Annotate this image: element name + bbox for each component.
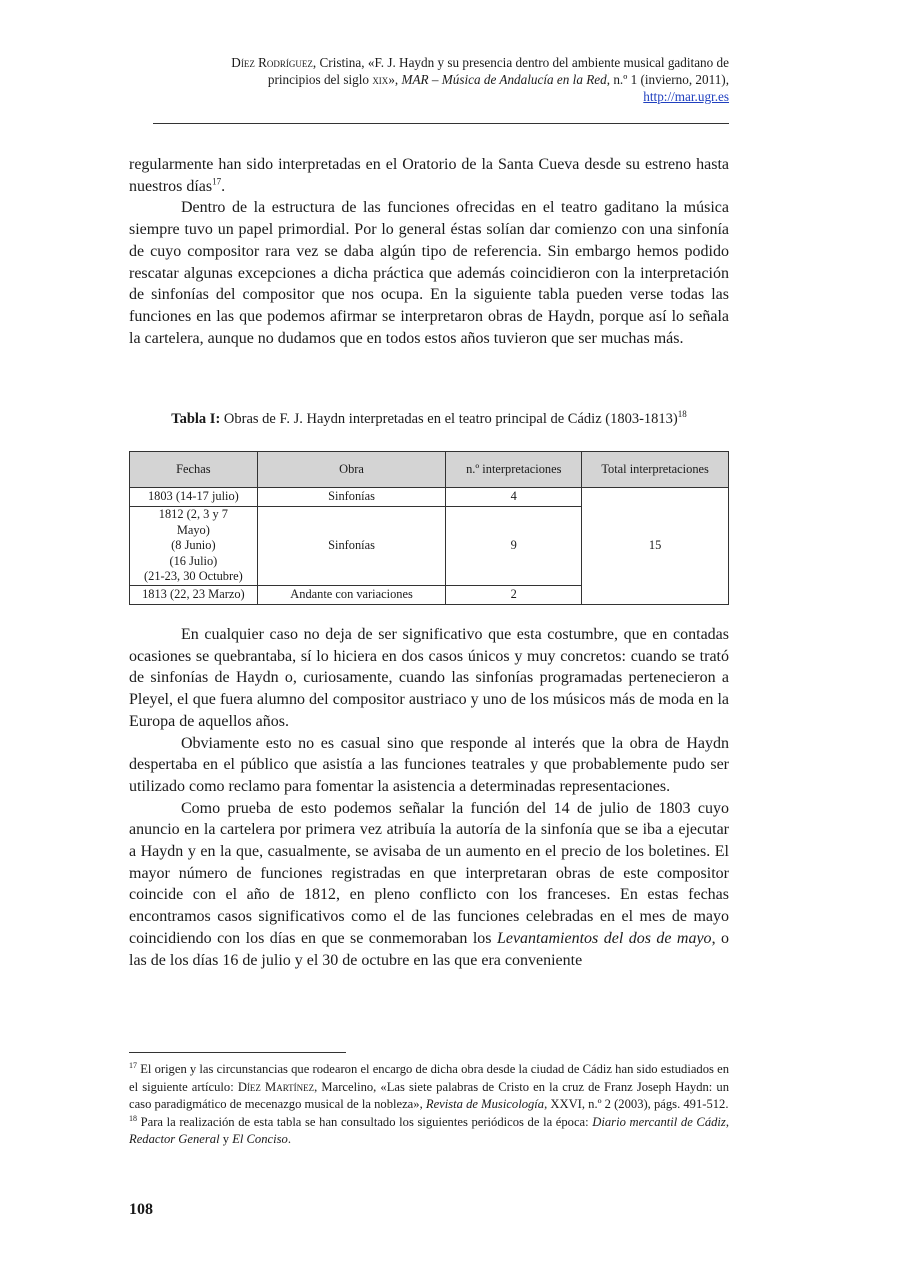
footnote-text: ,	[725, 1114, 729, 1129]
cell-n: 4	[446, 488, 582, 507]
header-line-2	[129, 71, 729, 88]
footnote-periodical: Diario mercantil de Cádiz	[592, 1114, 726, 1129]
footnote-text: .	[287, 1132, 291, 1146]
table-caption	[129, 411, 729, 428]
paragraph-5	[129, 798, 729, 972]
date-line: (8 Junio)	[171, 538, 216, 552]
cell-fechas: 1803 (14-17 julio)	[130, 488, 258, 507]
cell-n: 9	[446, 507, 582, 586]
body-text-top	[129, 154, 729, 349]
footnote-periodical: Redactor General	[129, 1132, 220, 1146]
cell-obra: Sinfonías	[257, 507, 446, 586]
paragraph-1	[129, 154, 729, 197]
header-text: principios del siglo	[267, 72, 373, 87]
footnotes	[129, 1061, 729, 1149]
cell-total: 15	[582, 488, 729, 605]
header-line-3	[129, 88, 729, 105]
footnote-ref-18[interactable]: 18	[677, 409, 687, 420]
footnote-text: y	[219, 1132, 233, 1146]
table-row	[130, 488, 729, 507]
header-author-rest: , Cristina, «F. J. Haydn y su presencia dentro del ambiente musical gaditano de	[312, 55, 729, 70]
cell-obra: Andante con variaciones	[257, 585, 446, 604]
paragraph-2: Dentro de la estructura de las funciones ofrecidas en el teatro gaditano la música siempre tuvo un papel primordial. Por lo general éstas solían dar comienzo con una sinfonía de cuyo compositor rara vez se daba algún tipo de referencia. Sin embargo hemos podido rescatar algunas excepciones a dicha práctica que además coincidieron con la interpretación de sinfonías del compositor que nos ocupa. En la siguiente tabla pueden verse todas las funciones en las que podemos afirmar se interpretaron obras de Haydn, porque así lo señala la cartelera, aunque no dudamos que en todos estos años tuvieron que ser muchas más.	[129, 199, 729, 347]
running-header	[129, 54, 729, 105]
date-line: Mayo)	[176, 522, 210, 537]
footnote-17	[129, 1061, 729, 1114]
cell-obra: Sinfonías	[257, 488, 446, 507]
footnote-number: 18	[129, 1113, 137, 1123]
paragraph-3: En cualquier caso no deja de ser significativo que esta costumbre, que en contadas ocasiones se quebrantaba, sí lo hiciera en dos casos únicos y muy concretos: cuando se trató de sinfonías de Haydn o, curiosamente, cuando las sinfonías programadas pertenecieron a Pleyel, el que fuera alumno del compositor austriaco y uno de los músicos más de moda en la Europa de aquellos años.	[129, 626, 729, 730]
header-author-surname: Díez Rodríguez	[231, 55, 313, 70]
paragraph-text: .	[221, 177, 226, 195]
header-text: »,	[388, 72, 402, 87]
paragraph-text: Como prueba de esto podemos señalar la función del 14 de julio de 1803 cuyo anuncio en la cartelera por primera vez atribuía la autoría de la sinfonía que se iba a ejecutar a Haydn y en la que, casualmente, se avisaba de un aumento en el precio de los boletines. El mayor número de funciones registradas en que interpretaran obras de este compositor coincide con el año de 1812, en pleno conflicto con los franceses. En estas fechas encontramos casos significativos como el de las funciones celebradas en el mes de mayo coincidiendo con los días en que se conmemoraban los	[129, 799, 729, 947]
date-line: (21-23, 30 Octubre)	[144, 569, 243, 583]
footnote-periodical: El Conciso	[232, 1132, 288, 1146]
paragraph-4: Obviamente esto no es casual sino que responde al interés que la obra de Haydn despertaba en el público que asistía a las funciones teatrales y que probablemente pudo ser utilizado como reclamo para fomentar la asistencia a determinadas representaciones.	[129, 734, 729, 795]
footnote-18	[129, 1114, 729, 1149]
footnote-ref-17[interactable]: 17	[212, 176, 222, 187]
footnote-journal: Revista de Musicología	[425, 1097, 545, 1111]
footnote-number: 17	[129, 1060, 137, 1070]
col-header-obra: Obra	[257, 452, 446, 488]
col-header-total: Total interpretaciones	[582, 452, 729, 488]
footnote-text: Para la realización de esta tabla se han consultado los siguientes periódicos de la época:	[137, 1114, 593, 1129]
header-line-1	[129, 54, 729, 71]
page-number: 108	[129, 1201, 153, 1218]
cell-n: 2	[446, 585, 582, 604]
header-issue: , n.º 1 (invierno, 2011),	[606, 72, 729, 87]
footnote-text: , Marcelino, «Las siete palabras de Cristo en la cruz de Franz Joseph Haydn: un caso paradigmático de mecenazgo musical de la nobleza»,	[129, 1079, 729, 1111]
footnote-text: El origen y las circunstancias que rodearon el encargo de dicha obra desde la ciudad de Cádiz han sido estudiados en el siguiente artículo:	[129, 1062, 729, 1094]
header-century: xix	[372, 72, 389, 87]
cell-fechas: 1813 (22, 23 Marzo)	[130, 585, 258, 604]
col-header-fechas: Fechas	[130, 452, 258, 488]
col-header-n-interpretaciones: n.º interpretaciones	[446, 452, 582, 488]
data-table	[129, 451, 729, 605]
date-line: 1812 (2, 3 y 7	[158, 507, 228, 521]
paragraph-text: regularmente han sido interpretadas en el Oratorio de la Santa Cueva desde su estreno hasta nuestros días	[129, 156, 729, 195]
footnote-author: Díez Martínez	[237, 1079, 315, 1094]
footnote-divider	[129, 1052, 346, 1053]
table-caption-text: Obras de F. J. Haydn interpretadas en el teatro principal de Cádiz (1803-1813)	[220, 411, 678, 427]
date-line: (16 Julio)	[169, 553, 218, 568]
header-journal-title: MAR – Música de Andalucía en la Red	[401, 72, 607, 87]
journal-url-link[interactable]: http://mar.ugr.es	[643, 89, 729, 104]
footnote-text: , XXVI, n.º 2 (2003), págs. 491-512.	[544, 1097, 729, 1111]
paragraph-text: , o las de los días 16 de julio y el 30 de octubre en las que era conveniente	[129, 929, 729, 969]
table-header-row	[130, 452, 729, 488]
cell-fechas	[130, 507, 258, 586]
body-text-bottom	[129, 624, 729, 971]
header-divider	[153, 123, 729, 124]
italic-title: Levantamientos del dos de mayo	[496, 929, 712, 947]
table-caption-label: Tabla I:	[171, 411, 221, 427]
